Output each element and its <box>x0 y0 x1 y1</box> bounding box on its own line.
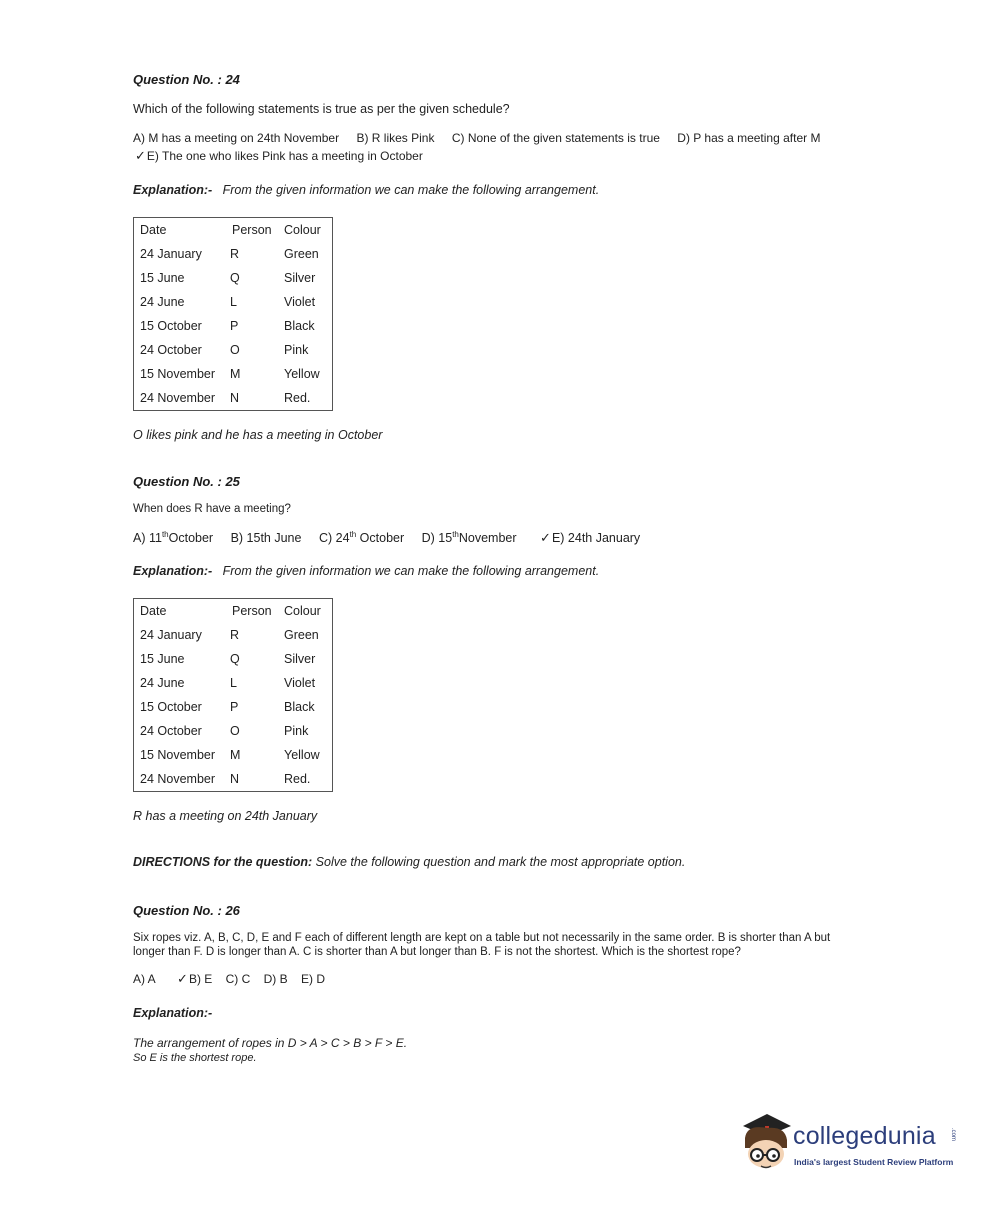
table-row <box>134 314 333 338</box>
table-cell: 24 June <box>140 676 185 690</box>
q24-options <box>133 131 834 145</box>
table-cell: 24 November <box>140 772 216 786</box>
q24-option-d: D) P has a meeting after M <box>677 131 821 145</box>
table-row <box>134 386 333 411</box>
table-cell: R <box>230 628 240 642</box>
q26-explanation-label-wrap <box>133 1006 212 1020</box>
table-header-row <box>134 599 333 624</box>
logo-domain-suffix: .com <box>950 1128 956 1142</box>
table-header-date: Date <box>140 223 167 237</box>
table-row <box>134 338 333 362</box>
q25-question: When does R have a meeting? <box>133 503 291 515</box>
table-cell: Red. <box>284 772 311 786</box>
q26-explanation-line1: The arrangement of ropes in D > A > C > B > F > E. <box>133 1036 408 1050</box>
q24-schedule-table <box>133 217 333 411</box>
table-cell: 24 January <box>140 628 202 642</box>
table-row <box>134 671 333 695</box>
q24-question: Which of the following statements is true as per the given schedule? <box>133 102 510 116</box>
q24-correct-option: E) The one who likes Pink has a meeting in October <box>146 149 423 163</box>
q26-option-d: D) B <box>263 972 288 986</box>
table-cell: 24 October <box>140 343 202 357</box>
table-cell: Green <box>284 628 319 642</box>
table-header-row <box>134 218 333 243</box>
table-row <box>134 362 333 386</box>
table-cell: Yellow <box>284 367 320 381</box>
table-header-person: Person <box>232 223 272 237</box>
logo-wordmark: collegedunia <box>793 1122 936 1150</box>
table-row <box>134 242 333 266</box>
table-cell: M <box>230 748 241 762</box>
table-cell: Violet <box>284 295 316 309</box>
q24-explanation-label: Explanation:- <box>133 183 213 197</box>
table-cell: 24 January <box>140 247 202 261</box>
q25-correct-option-row <box>540 531 640 545</box>
table-cell: Silver <box>284 652 316 666</box>
q25-option-d: D) 15thNovember <box>421 530 517 546</box>
q24-option-c: C) None of the given statements is true <box>451 131 660 145</box>
q24-option-a: A) M has a meeting on 24th November <box>133 131 340 145</box>
q24-conclusion: O likes pink and he has a meeting in October <box>133 428 383 442</box>
table-cell: P <box>230 700 239 714</box>
table-cell: 24 November <box>140 391 216 405</box>
table-cell: Black <box>284 700 315 714</box>
table-cell: N <box>230 772 240 786</box>
logo-tagline: India's largest Student Review Platform <box>794 1157 954 1167</box>
q24-heading: Question No. : 24 <box>133 72 240 87</box>
q26-question-line2: longer than F. D is longer than A. C is shorter than A but longer than B. F is not the shortest. Which is the shortest rope? <box>133 946 741 958</box>
table-cell: Pink <box>284 724 309 738</box>
q26-options <box>133 971 339 987</box>
collegedunia-logo <box>737 1108 962 1178</box>
table-cell: 15 October <box>140 700 202 714</box>
q26-heading: Question No. : 26 <box>133 903 240 918</box>
table-cell: Q <box>230 652 240 666</box>
q26-option-c: C) C <box>225 972 251 986</box>
table-header-date: Date <box>140 604 167 618</box>
q26-option-a: A) A <box>133 972 156 986</box>
table-cell: 15 November <box>140 748 216 762</box>
table-cell: P <box>230 319 239 333</box>
q26-explanation-line2: So E is the shortest rope. <box>133 1052 257 1064</box>
table-cell: O <box>230 724 240 738</box>
table-row <box>134 266 333 290</box>
q25-explanation-text: From the given information we can make the following arrangement. <box>222 564 600 578</box>
check-icon: ✓ <box>135 148 146 163</box>
table-row <box>134 695 333 719</box>
q25-option-b: B) 15th June <box>230 531 302 546</box>
table-cell: 24 June <box>140 295 185 309</box>
table-cell: Green <box>284 247 319 261</box>
table-header-colour: Colour <box>284 223 321 237</box>
table-cell: Red. <box>284 391 311 405</box>
table-row <box>134 290 333 314</box>
directions <box>133 855 685 869</box>
q26-option-b-correct: ✓B) E <box>177 971 213 986</box>
table-row <box>134 647 333 671</box>
q26-question-line1: Six ropes viz. A, B, C, D, E and F each of different length are kept on a table but not necessarily in the same order. B is shorter than A but <box>133 932 831 944</box>
table-cell: 15 June <box>140 652 185 666</box>
table-cell: Q <box>230 271 240 285</box>
q26-option-e: E) D <box>300 972 325 986</box>
table-cell: R <box>230 247 240 261</box>
q26-explanation <box>133 1036 407 1066</box>
q24-explanation <box>133 183 599 197</box>
directions-label: DIRECTIONS for the question: <box>133 855 313 869</box>
mascot-icon <box>737 1108 797 1178</box>
q25-correct-option: E) 24th January <box>551 531 641 546</box>
directions-text: Solve the following question and mark the most appropriate option. <box>315 855 686 869</box>
table-cell: N <box>230 391 240 405</box>
table-cell: 15 June <box>140 271 185 285</box>
check-icon: ✓ <box>540 530 551 546</box>
q25-schedule-table <box>133 598 333 792</box>
table-cell: L <box>230 295 237 309</box>
table-cell: Violet <box>284 676 316 690</box>
q25-explanation-label: Explanation:- <box>133 564 213 578</box>
table-cell: 24 October <box>140 724 202 738</box>
table-cell: Pink <box>284 343 309 357</box>
table-cell: Black <box>284 319 315 333</box>
table-cell: M <box>230 367 241 381</box>
q25-options <box>133 530 640 546</box>
table-cell: 15 October <box>140 319 202 333</box>
q24-option-b: B) R likes Pink <box>356 131 435 145</box>
table-header-colour: Colour <box>284 604 321 618</box>
table-cell: L <box>230 676 237 690</box>
table-cell: O <box>230 343 240 357</box>
q25-option-a: A) 11thOctober <box>133 530 214 546</box>
q25-option-c: C) 24th October <box>318 530 405 546</box>
q26-question <box>133 931 830 959</box>
table-cell: Yellow <box>284 748 320 762</box>
check-icon: ✓ <box>177 971 188 986</box>
table-row <box>134 743 333 767</box>
table-header-person: Person <box>232 604 272 618</box>
table-row <box>134 623 333 647</box>
q25-conclusion: R has a meeting on 24th January <box>133 809 318 823</box>
table-row <box>134 719 333 743</box>
q24-explanation-text: From the given information we can make the following arrangement. <box>222 183 600 197</box>
q25-explanation <box>133 564 599 578</box>
table-row <box>134 767 333 792</box>
q24-correct-option-row <box>135 148 423 164</box>
table-cell: 15 November <box>140 367 216 381</box>
q25-heading: Question No. : 25 <box>133 474 240 489</box>
table-cell: Silver <box>284 271 316 285</box>
q26-explanation-label: Explanation:- <box>133 1006 213 1020</box>
